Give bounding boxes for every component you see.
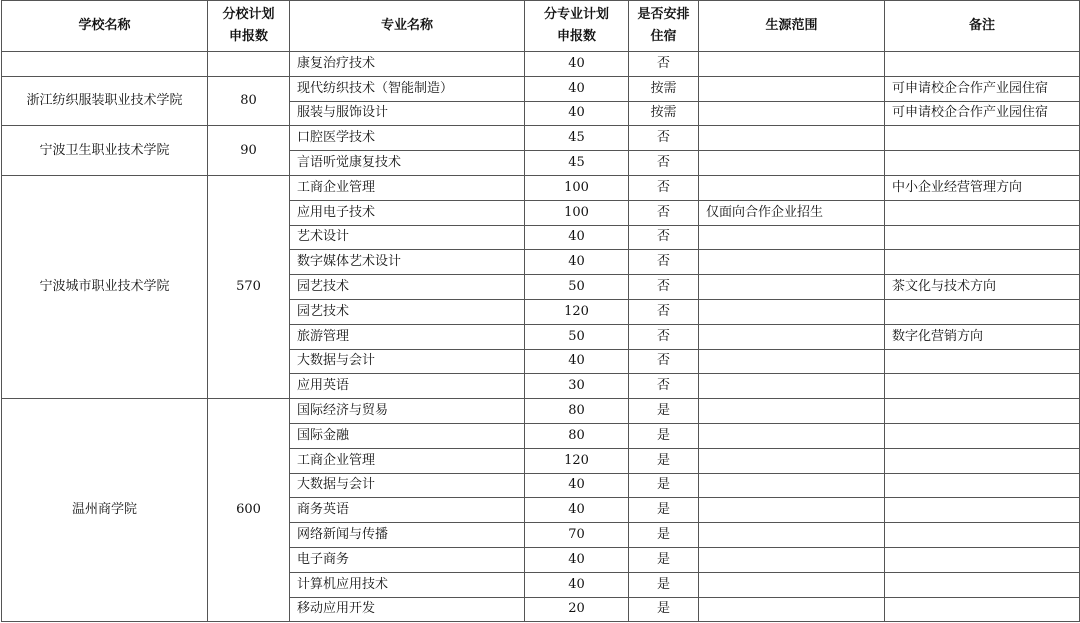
major-name-cell: 商务英语 <box>290 498 525 523</box>
major-count-cell: 80 <box>525 423 629 448</box>
source-cell <box>699 473 885 498</box>
dorm-cell: 是 <box>629 572 699 597</box>
major-name-cell: 口腔医学技术 <box>290 126 525 151</box>
note-cell <box>885 547 1080 572</box>
dorm-cell: 否 <box>629 151 699 176</box>
major-count-cell: 100 <box>525 200 629 225</box>
source-cell <box>699 52 885 77</box>
school-name-cell: 温州商学院 <box>2 399 208 622</box>
major-count-cell: 45 <box>525 151 629 176</box>
table-header <box>2 1 1080 52</box>
header-note: 备注 <box>885 1 1080 52</box>
school-name-cell: 浙江纺织服装职业技术学院 <box>2 76 208 126</box>
major-name-cell: 应用英语 <box>290 374 525 399</box>
major-name-cell: 工商企业管理 <box>290 175 525 200</box>
note-cell: 中小企业经营管理方向 <box>885 175 1080 200</box>
source-cell <box>699 498 885 523</box>
note-cell <box>885 374 1080 399</box>
school-name-cell: 宁波卫生职业技术学院 <box>2 126 208 176</box>
dorm-cell: 是 <box>629 448 699 473</box>
major-name-cell: 国际金融 <box>290 423 525 448</box>
source-cell <box>699 374 885 399</box>
source-cell: 仅面向合作企业招生 <box>699 200 885 225</box>
dorm-cell: 是 <box>629 498 699 523</box>
table-row <box>2 175 1080 200</box>
dorm-cell: 是 <box>629 523 699 548</box>
table-body <box>2 52 1080 622</box>
major-name-cell: 言语听觉康复技术 <box>290 151 525 176</box>
dorm-cell: 是 <box>629 473 699 498</box>
note-cell <box>885 523 1080 548</box>
header-school: 学校名称 <box>2 1 208 52</box>
dorm-cell: 否 <box>629 200 699 225</box>
dorm-cell: 是 <box>629 423 699 448</box>
major-name-cell: 大数据与会计 <box>290 473 525 498</box>
dorm-cell: 否 <box>629 275 699 300</box>
note-cell <box>885 572 1080 597</box>
major-name-cell: 旅游管理 <box>290 324 525 349</box>
dorm-cell: 是 <box>629 597 699 622</box>
major-count-cell: 70 <box>525 523 629 548</box>
major-name-cell: 园艺技术 <box>290 275 525 300</box>
school-name-cell <box>2 52 208 77</box>
source-cell <box>699 523 885 548</box>
note-cell <box>885 448 1080 473</box>
major-name-cell: 网络新闻与传播 <box>290 523 525 548</box>
source-cell <box>699 448 885 473</box>
header-plan: 分校计划 申报数 <box>208 1 290 52</box>
table-row <box>2 399 1080 424</box>
major-count-cell: 45 <box>525 126 629 151</box>
note-cell <box>885 473 1080 498</box>
major-count-cell: 50 <box>525 275 629 300</box>
major-name-cell: 大数据与会计 <box>290 349 525 374</box>
note-cell <box>885 299 1080 324</box>
dorm-cell: 按需 <box>629 76 699 101</box>
major-name-cell: 现代纺织技术（智能制造） <box>290 76 525 101</box>
dorm-cell: 否 <box>629 349 699 374</box>
header-major: 专业名称 <box>290 1 525 52</box>
note-cell: 茶文化与技术方向 <box>885 275 1080 300</box>
dorm-cell: 是 <box>629 547 699 572</box>
major-count-cell: 40 <box>525 101 629 126</box>
major-count-cell: 20 <box>525 597 629 622</box>
header-source: 生源范围 <box>699 1 885 52</box>
dorm-cell: 否 <box>629 175 699 200</box>
major-name-cell: 应用电子技术 <box>290 200 525 225</box>
major-name-cell: 园艺技术 <box>290 299 525 324</box>
note-cell <box>885 200 1080 225</box>
source-cell <box>699 299 885 324</box>
school-plan-cell: 600 <box>208 399 290 622</box>
source-cell <box>699 423 885 448</box>
dorm-cell: 否 <box>629 250 699 275</box>
major-name-cell: 数字媒体艺术设计 <box>290 250 525 275</box>
major-name-cell: 艺术设计 <box>290 225 525 250</box>
major-count-cell: 30 <box>525 374 629 399</box>
note-cell: 可申请校企合作产业园住宿 <box>885 76 1080 101</box>
major-count-cell: 40 <box>525 52 629 77</box>
source-cell <box>699 324 885 349</box>
major-count-cell: 100 <box>525 175 629 200</box>
major-name-cell: 移动应用开发 <box>290 597 525 622</box>
major-count-cell: 40 <box>525 76 629 101</box>
note-cell <box>885 423 1080 448</box>
note-cell: 数字化营销方向 <box>885 324 1080 349</box>
dorm-cell: 否 <box>629 126 699 151</box>
major-count-cell: 40 <box>525 225 629 250</box>
source-cell <box>699 275 885 300</box>
major-count-cell: 50 <box>525 324 629 349</box>
source-cell <box>699 547 885 572</box>
major-count-cell: 40 <box>525 498 629 523</box>
source-cell <box>699 597 885 622</box>
major-count-cell: 40 <box>525 349 629 374</box>
major-name-cell: 服装与服饰设计 <box>290 101 525 126</box>
note-cell <box>885 399 1080 424</box>
school-plan-cell: 570 <box>208 175 290 398</box>
note-cell <box>885 151 1080 176</box>
major-name-cell: 电子商务 <box>290 547 525 572</box>
major-count-cell: 80 <box>525 399 629 424</box>
major-count-cell: 40 <box>525 250 629 275</box>
major-name-cell: 工商企业管理 <box>290 448 525 473</box>
major-name-cell: 康复治疗技术 <box>290 52 525 77</box>
note-cell <box>885 126 1080 151</box>
dorm-cell: 否 <box>629 299 699 324</box>
dorm-cell: 否 <box>629 324 699 349</box>
school-name-cell: 宁波城市职业技术学院 <box>2 175 208 398</box>
header-count: 分专业计划 申报数 <box>525 1 629 52</box>
note-cell <box>885 225 1080 250</box>
source-cell <box>699 151 885 176</box>
major-count-cell: 40 <box>525 572 629 597</box>
major-count-cell: 40 <box>525 547 629 572</box>
dorm-cell: 按需 <box>629 101 699 126</box>
major-count-cell: 40 <box>525 473 629 498</box>
source-cell <box>699 572 885 597</box>
note-cell <box>885 52 1080 77</box>
school-plan-cell <box>208 52 290 77</box>
header-dorm: 是否安排 住宿 <box>629 1 699 52</box>
source-cell <box>699 76 885 101</box>
school-plan-cell: 80 <box>208 76 290 126</box>
enrollment-plan-table <box>1 0 1080 622</box>
dorm-cell: 否 <box>629 52 699 77</box>
note-cell <box>885 597 1080 622</box>
source-cell <box>699 126 885 151</box>
source-cell <box>699 399 885 424</box>
table-row <box>2 76 1080 101</box>
major-count-cell: 120 <box>525 299 629 324</box>
source-cell <box>699 101 885 126</box>
table-row <box>2 52 1080 77</box>
source-cell <box>699 175 885 200</box>
major-name-cell: 计算机应用技术 <box>290 572 525 597</box>
school-plan-cell: 90 <box>208 126 290 176</box>
source-cell <box>699 225 885 250</box>
source-cell <box>699 250 885 275</box>
major-count-cell: 120 <box>525 448 629 473</box>
note-cell <box>885 498 1080 523</box>
dorm-cell: 否 <box>629 374 699 399</box>
note-cell <box>885 250 1080 275</box>
table-row <box>2 126 1080 151</box>
source-cell <box>699 349 885 374</box>
note-cell: 可申请校企合作产业园住宿 <box>885 101 1080 126</box>
dorm-cell: 否 <box>629 225 699 250</box>
dorm-cell: 是 <box>629 399 699 424</box>
note-cell <box>885 349 1080 374</box>
major-name-cell: 国际经济与贸易 <box>290 399 525 424</box>
